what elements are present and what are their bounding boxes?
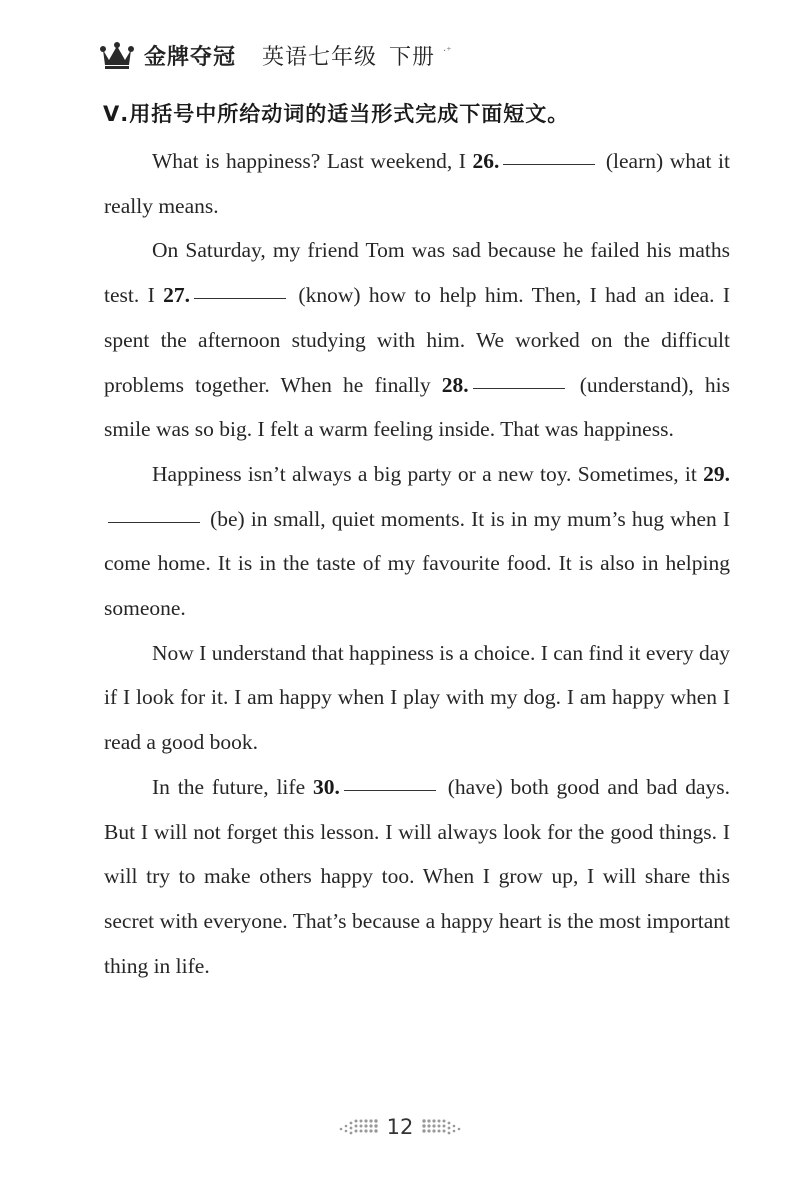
answer-blank-28[interactable] [473, 387, 565, 389]
dots-icon [335, 1118, 381, 1136]
answer-blank-29[interactable] [108, 521, 200, 523]
paragraph-5: In the future, life 30. (have) both good and bad days. But I will not forget this lesson. I will always look for the good things. I will try to make others happy too. When I grow up, I will share this secret with everyone. That’s because a happy heart is the most important thing in life. [104, 774, 730, 978]
answer-blank-26[interactable] [503, 163, 595, 165]
passage [104, 139, 730, 988]
section-title: Ⅴ.用括号中所给动词的适当形式完成下面短文。 [103, 102, 570, 126]
answer-blank-30[interactable] [344, 789, 436, 791]
subject-grade: 英语七年级 [262, 44, 378, 70]
page-header [100, 38, 452, 72]
paragraph-3: Happiness isn’t always a big party or a new toy. Sometimes, it 29. (be) in small, quiet moments. It is in my mum’s hug when I come home. It is in the taste of my favourite food. It is also in helping someone. [104, 461, 730, 621]
question-number-30: 30. [312, 774, 340, 799]
question-number-29: 29. [703, 461, 730, 486]
sparkle-mark: ·⁺ [443, 45, 452, 57]
question-number-27: 27. [163, 283, 191, 308]
question-number-28: 28. [441, 372, 469, 397]
paragraph-4: Now I understand that happiness is a choice. I can find it every day if I look for it. I am happy when I play with my dog. I am happy when I read a good book. [104, 640, 730, 755]
question-number-26: 26. [472, 149, 500, 173]
answer-blank-27[interactable] [194, 297, 286, 299]
volume-label: 下册 [389, 44, 436, 70]
paragraph-1: What is happiness? Last weekend, I 26. (learn) what it really means. [104, 149, 730, 218]
page-footer [0, 1115, 800, 1139]
paragraph-2: On Saturday, my friend Tom was sad because he failed his maths test. I 27. (know) how to help him. Then, I had an idea. I spent the afternoon studying with him. We worked on the difficult problems together. When he finally 28. (understand), his smile was so big. I felt a warm feeling inside. That was happiness. [104, 238, 730, 442]
crown-icon [100, 40, 134, 70]
dots-icon [419, 1118, 465, 1136]
brand-title: 金牌夺冠 [144, 44, 237, 70]
page-number: 12 [386, 1115, 414, 1139]
